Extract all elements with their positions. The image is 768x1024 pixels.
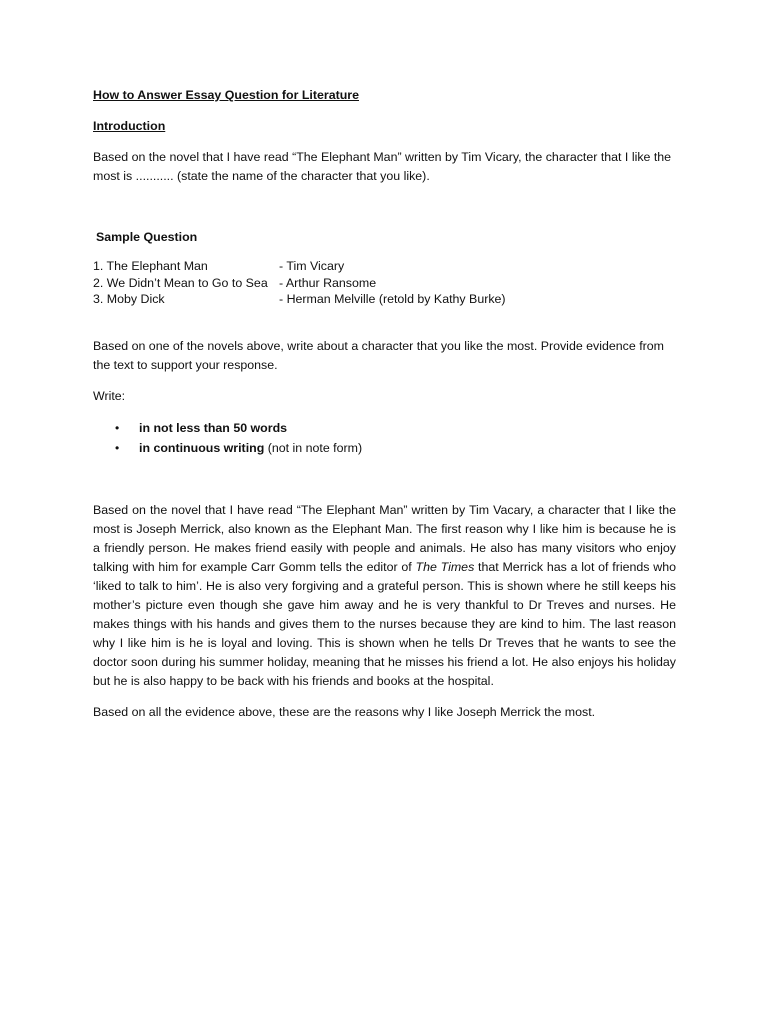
novel-title: 2. We Didn’t Mean to Go to Sea	[93, 275, 268, 290]
novel-author: - Tim Vicary	[279, 259, 345, 273]
novel-list	[93, 258, 676, 308]
novel-author: - Arthur Ransome	[279, 275, 377, 290]
conclusion-text: Based on all the evidence above, these are the reasons why I like Joseph Merrick the most.	[93, 704, 596, 719]
requirement-bold: in continuous writing	[139, 440, 265, 455]
bullet-icon: •	[115, 420, 120, 435]
write-label: Write:	[93, 388, 126, 403]
novel-title: 3. Moby Dick	[93, 292, 165, 306]
sample-question-label: Sample Question	[96, 230, 198, 244]
novel-row	[93, 258, 676, 275]
novel-row	[93, 291, 676, 308]
essay-text-part1: Based on the novel that I have read “The Elephant Man” written by Tim Vacary, a character that I like the most is Joseph Merrick, also known as the Elephant Man. The first reason why I like him is because he is a friendly person. He makes friend easily with people and animals. He also has many visitors who enjoy talking with him for example Carr Gomm tells the editor of	[93, 502, 676, 574]
requirements-list	[93, 418, 676, 458]
requirement-bold: in not less than 50 words	[139, 420, 288, 435]
document-title: How to Answer Essay Question for Literature	[93, 88, 359, 102]
document-content	[93, 86, 676, 722]
introduction-text: Based on the novel that I have read “The Elephant Man” written by Tim Vicary, the character that I like the most is ........... (state the name of the character that you like).	[93, 150, 672, 183]
bullet-icon: •	[115, 440, 120, 455]
novel-row	[93, 275, 676, 292]
novel-title: 1. The Elephant Man	[93, 259, 208, 273]
question-text: Based on one of the novels above, write about a character that you like the most. Provide evidence from the text to support your response.	[93, 338, 664, 372]
requirement-normal: (not in note form)	[264, 440, 363, 455]
novel-author: - Herman Melville (retold by Kathy Burke)	[279, 292, 506, 306]
essay-text-part2: that Merrick has a lot of friends who ‘liked to talk to him’. He is also very forgiving and a grateful person. This is shown where he still keeps his mother’s picture even though she gave him away and he is very thankful to Dr Treves and nurses. He makes things with his hands and gives them to the nurses because they are kind to him. The last reason why I like him is he is loyal and loving. This is shown when he tells Dr Treves that he wants to see the doctor soon during his summer holiday, meaning that he misses his friend a lot. He also enjoys his holiday but he is also happy to be back with his friends and books at the hospital.	[93, 559, 676, 688]
list-item	[93, 418, 676, 438]
introduction-heading: Introduction	[93, 119, 166, 133]
essay-body	[93, 501, 676, 691]
list-item	[93, 438, 676, 458]
essay-italic-title: The Times	[415, 559, 475, 574]
